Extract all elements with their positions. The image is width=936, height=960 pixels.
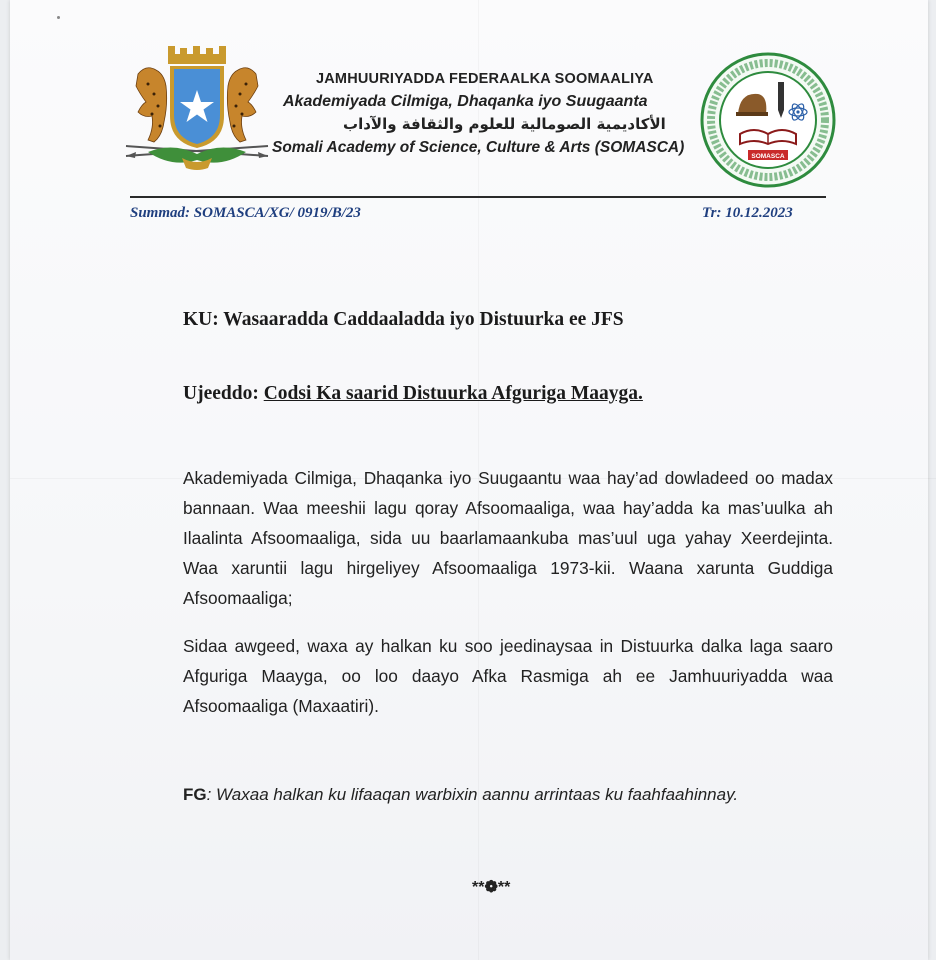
letter-date: Tr: 10.12.2023 [702, 205, 793, 221]
coat-of-arms-icon [118, 44, 276, 172]
closing-ornament: **❁** [472, 879, 511, 896]
body-paragraph-1: Akademiyada Cilmiga, Dhaqanka iyo Suugaantu waa hay’ad dowladeed oo madax bannaan. Waa meeshii lagu qoray Afsoomaaliga, waa hay’adda ka mas’uulka ah Ilaalinta Afsoomaaliga, sida uu baarlamaankuba mas’uul uga yahay Xeerdejinta. Waa xaruntii lagu hirgeliyey Afsoomaaliga 1973-kii. Waana xarunta Guddiga Afsoomaaliga; [183, 468, 833, 608]
seal-label: SOMASCA [751, 153, 785, 160]
footnote [183, 785, 738, 805]
subject-label: Ujeeddo: [183, 383, 259, 404]
addressee: KU: Wasaaradda Caddaaladda iyo Distuurka ee JFS [183, 309, 624, 330]
subject-line [183, 383, 643, 405]
subject-text: Codsi Ka saarid Distuurka Afguriga Maayga. [263, 383, 643, 404]
academy-name-arabic: الأكاديمية الصومالية للعلوم والثقافة والآداب [343, 115, 666, 133]
scan-mark [57, 16, 60, 19]
footnote-text: : Waxaa halkan ku lifaaqan warbixin aannu arrintaas ku faahfaahinnay. [206, 785, 739, 804]
academy-name-english: Somali Academy of Science, Culture & Arts (SOMASCA) [272, 139, 685, 156]
footnote-label: FG [183, 785, 207, 804]
body-paragraph-2: Sidaa awgeed, waxa ay halkan ku soo jeedinaysaa in Distuurka dalka laga saaro Afguriga Maayga, oo loo daayo Afka Rasmiga ah ee Jamhuuriyadda waa Afsoomaaliga (Maxaatiri). [183, 636, 833, 716]
header-divider [130, 196, 826, 198]
academy-name-somali: Akademiyada Cilmiga, Dhaqanka iyo Suugaanta [283, 93, 648, 110]
somasca-seal-icon [700, 52, 840, 192]
reference-number: Summad: SOMASCA/XG/ 0919/B/23 [130, 205, 361, 221]
republic-name: JAMHUURIYADDA FEDERAALKA SOOMAALIYA [316, 71, 654, 87]
